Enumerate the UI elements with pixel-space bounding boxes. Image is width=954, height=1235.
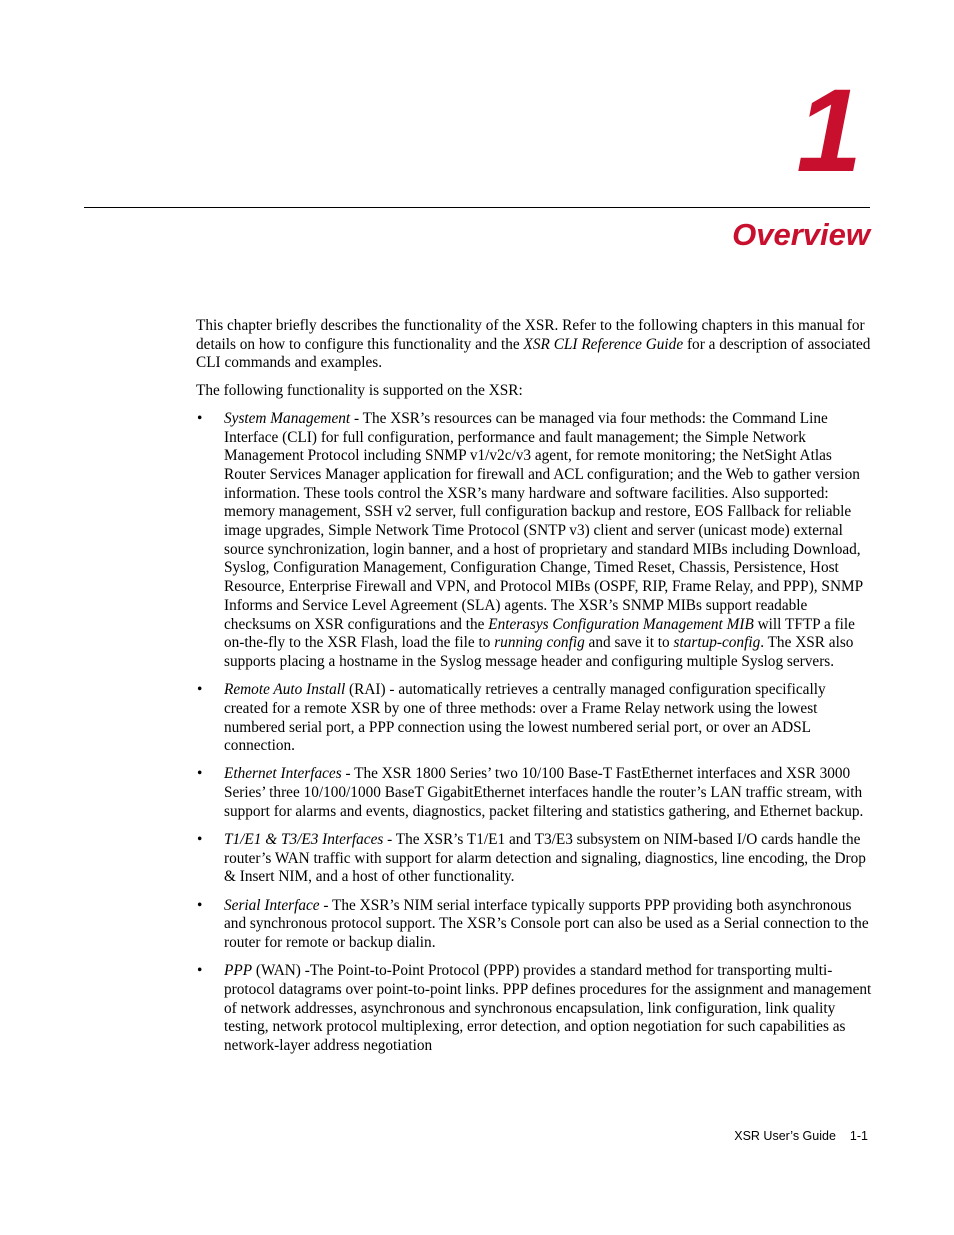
list-item-remote-auto-install bbox=[196, 681, 872, 756]
system-management-text-a: - The XSR’s resources can be managed via four methods: the Command Line Interface (CLI) for full configuration, performance and fault management; the Simple Network Management Protocol including SNMP v1/v2c/v3 agent, for remote monitoring; the NetSight Atlas Router Services Manager application for firewall and ACL configuration; and the Web to gather version information. These tools control the XSR’s many hardware and software facilities. Also supported: memory management, SSH v2 server, full configuration backup and restore, EOS Fallback for reliable image upgrades, Simple Network Time Protocol (SNTP v3) client and server (unicast mode) external source synchronization, login banner, and a host of proprietary and standard MIBs including Download, Syslog, Configuration Management, Configuration Change, Timed Reset, Chassis, Persistence, Host Resource, Enterprise Firewall and VPN, and Protocol MIBs (OSPF, RIP, Frame Relay, and PPP), SNMP Informs and Service Level Agreement (SLA) agents. The XSR’s SNMP MIBs support readable checksums on XSR configurations and the bbox=[224, 409, 863, 633]
page-content bbox=[196, 317, 872, 1065]
bullet-icon: • bbox=[197, 962, 203, 980]
cli-reference-guide-ref: XSR CLI Reference Guide bbox=[523, 335, 684, 353]
footer-page-number: 1-1 bbox=[849, 1129, 868, 1143]
system-management-text-b: will TFTP a file on-the-fly to the XSR Flash, load the file to bbox=[224, 615, 855, 652]
bullet-icon: • bbox=[197, 896, 203, 914]
chapter-number: 1 bbox=[796, 65, 862, 197]
term-system-management: System Management bbox=[224, 409, 351, 427]
list-item-system-management bbox=[196, 410, 872, 672]
system-management-text-d: . The XSR also supports placing a hostname in the Syslog message header and configuring multiple Syslog servers. bbox=[224, 634, 854, 670]
list-item-ppp bbox=[196, 962, 872, 1056]
footer-guide-name: XSR User’s Guide bbox=[734, 1129, 836, 1143]
list-item-t1e1-t3e3-interfaces bbox=[196, 831, 872, 887]
config-management-mib-ref: Enterasys Configuration Management MIB bbox=[488, 615, 754, 633]
ethernet-interfaces-text: - The XSR 1800 Series’ two 10/100 Base-T FastEthernet interfaces and XSR 3000 Series’ three 10/100/1000 BaseT GigabitEthernet interfaces handle the router’s LAN traffic stream, with support for alarms and events, diagnostics, packet filtering and statistics gathering, and Ethernet backup. bbox=[224, 765, 864, 820]
running-config-ref: running config bbox=[494, 634, 585, 652]
intro-paragraph bbox=[196, 317, 872, 373]
intro-text-a: This chapter briefly describes the functionality of the XSR. Refer to the following chapters in this manual for details on how to configure this functionality and the bbox=[196, 317, 865, 353]
list-item-serial-interface bbox=[196, 897, 872, 953]
system-management-text-c: and save it to bbox=[584, 634, 674, 652]
t1e1-t3e3-text: - The XSR’s T1/E1 and T3/E3 subsystem on NIM-based I/O cards handle the router’s WAN traffic with support for alarm detection and signaling, diagnostics, line encoding, the Drop & Insert NIM, and a host of other functionality. bbox=[224, 831, 866, 886]
bullet-icon: • bbox=[197, 681, 203, 699]
functionality-lead-in: The following functionality is supported on the XSR: bbox=[196, 382, 523, 400]
term-serial-interface: Serial Interface bbox=[224, 896, 320, 914]
chapter-title: Overview bbox=[732, 217, 870, 252]
term-ppp: PPP bbox=[224, 962, 253, 980]
term-remote-auto-install: Remote Auto Install bbox=[224, 681, 346, 699]
intro-text-b: for a description of associated CLI commands and examples. bbox=[196, 335, 871, 372]
title-rule bbox=[84, 207, 870, 208]
bullet-icon: • bbox=[197, 765, 203, 783]
serial-interface-text: - The XSR’s NIM serial interface typically supports PPP providing both asynchronous and synchronous protocol support. The XSR’s Console port can also be used as a Serial connection to the router for remote or backup dialin. bbox=[224, 896, 869, 952]
ppp-text: (WAN) -The Point-to-Point Protocol (PPP) provides a standard method for transporting multi-protocol datagrams over point-to-point links. PPP defines procedures for the assignment and management of network addresses, asynchronous and synchronous encapsulation, link configuration, link quality testing, network protocol multiplexing, error detection, and option negotiation for such capabilities as network-layer address negotiation bbox=[224, 962, 872, 1055]
functionality-list bbox=[196, 410, 872, 1056]
page-footer bbox=[734, 1130, 868, 1143]
remote-auto-install-text: (RAI) - automatically retrieves a centrally managed configuration specifically created for a remote XSR by one of three methods: over a Frame Relay network using the lowest numbered serial port, a PPP connection using the lowest numbered serial port, or over an ADSL connection. bbox=[224, 681, 826, 755]
list-item-ethernet-interfaces bbox=[196, 765, 872, 821]
bullet-icon: • bbox=[197, 409, 203, 427]
term-t1e1-t3e3-interfaces: T1/E1 & T3/E3 Interfaces bbox=[224, 831, 384, 849]
term-ethernet-interfaces: Ethernet Interfaces bbox=[224, 765, 342, 783]
startup-config-ref: startup-config bbox=[673, 634, 761, 652]
bullet-icon: • bbox=[197, 831, 203, 849]
